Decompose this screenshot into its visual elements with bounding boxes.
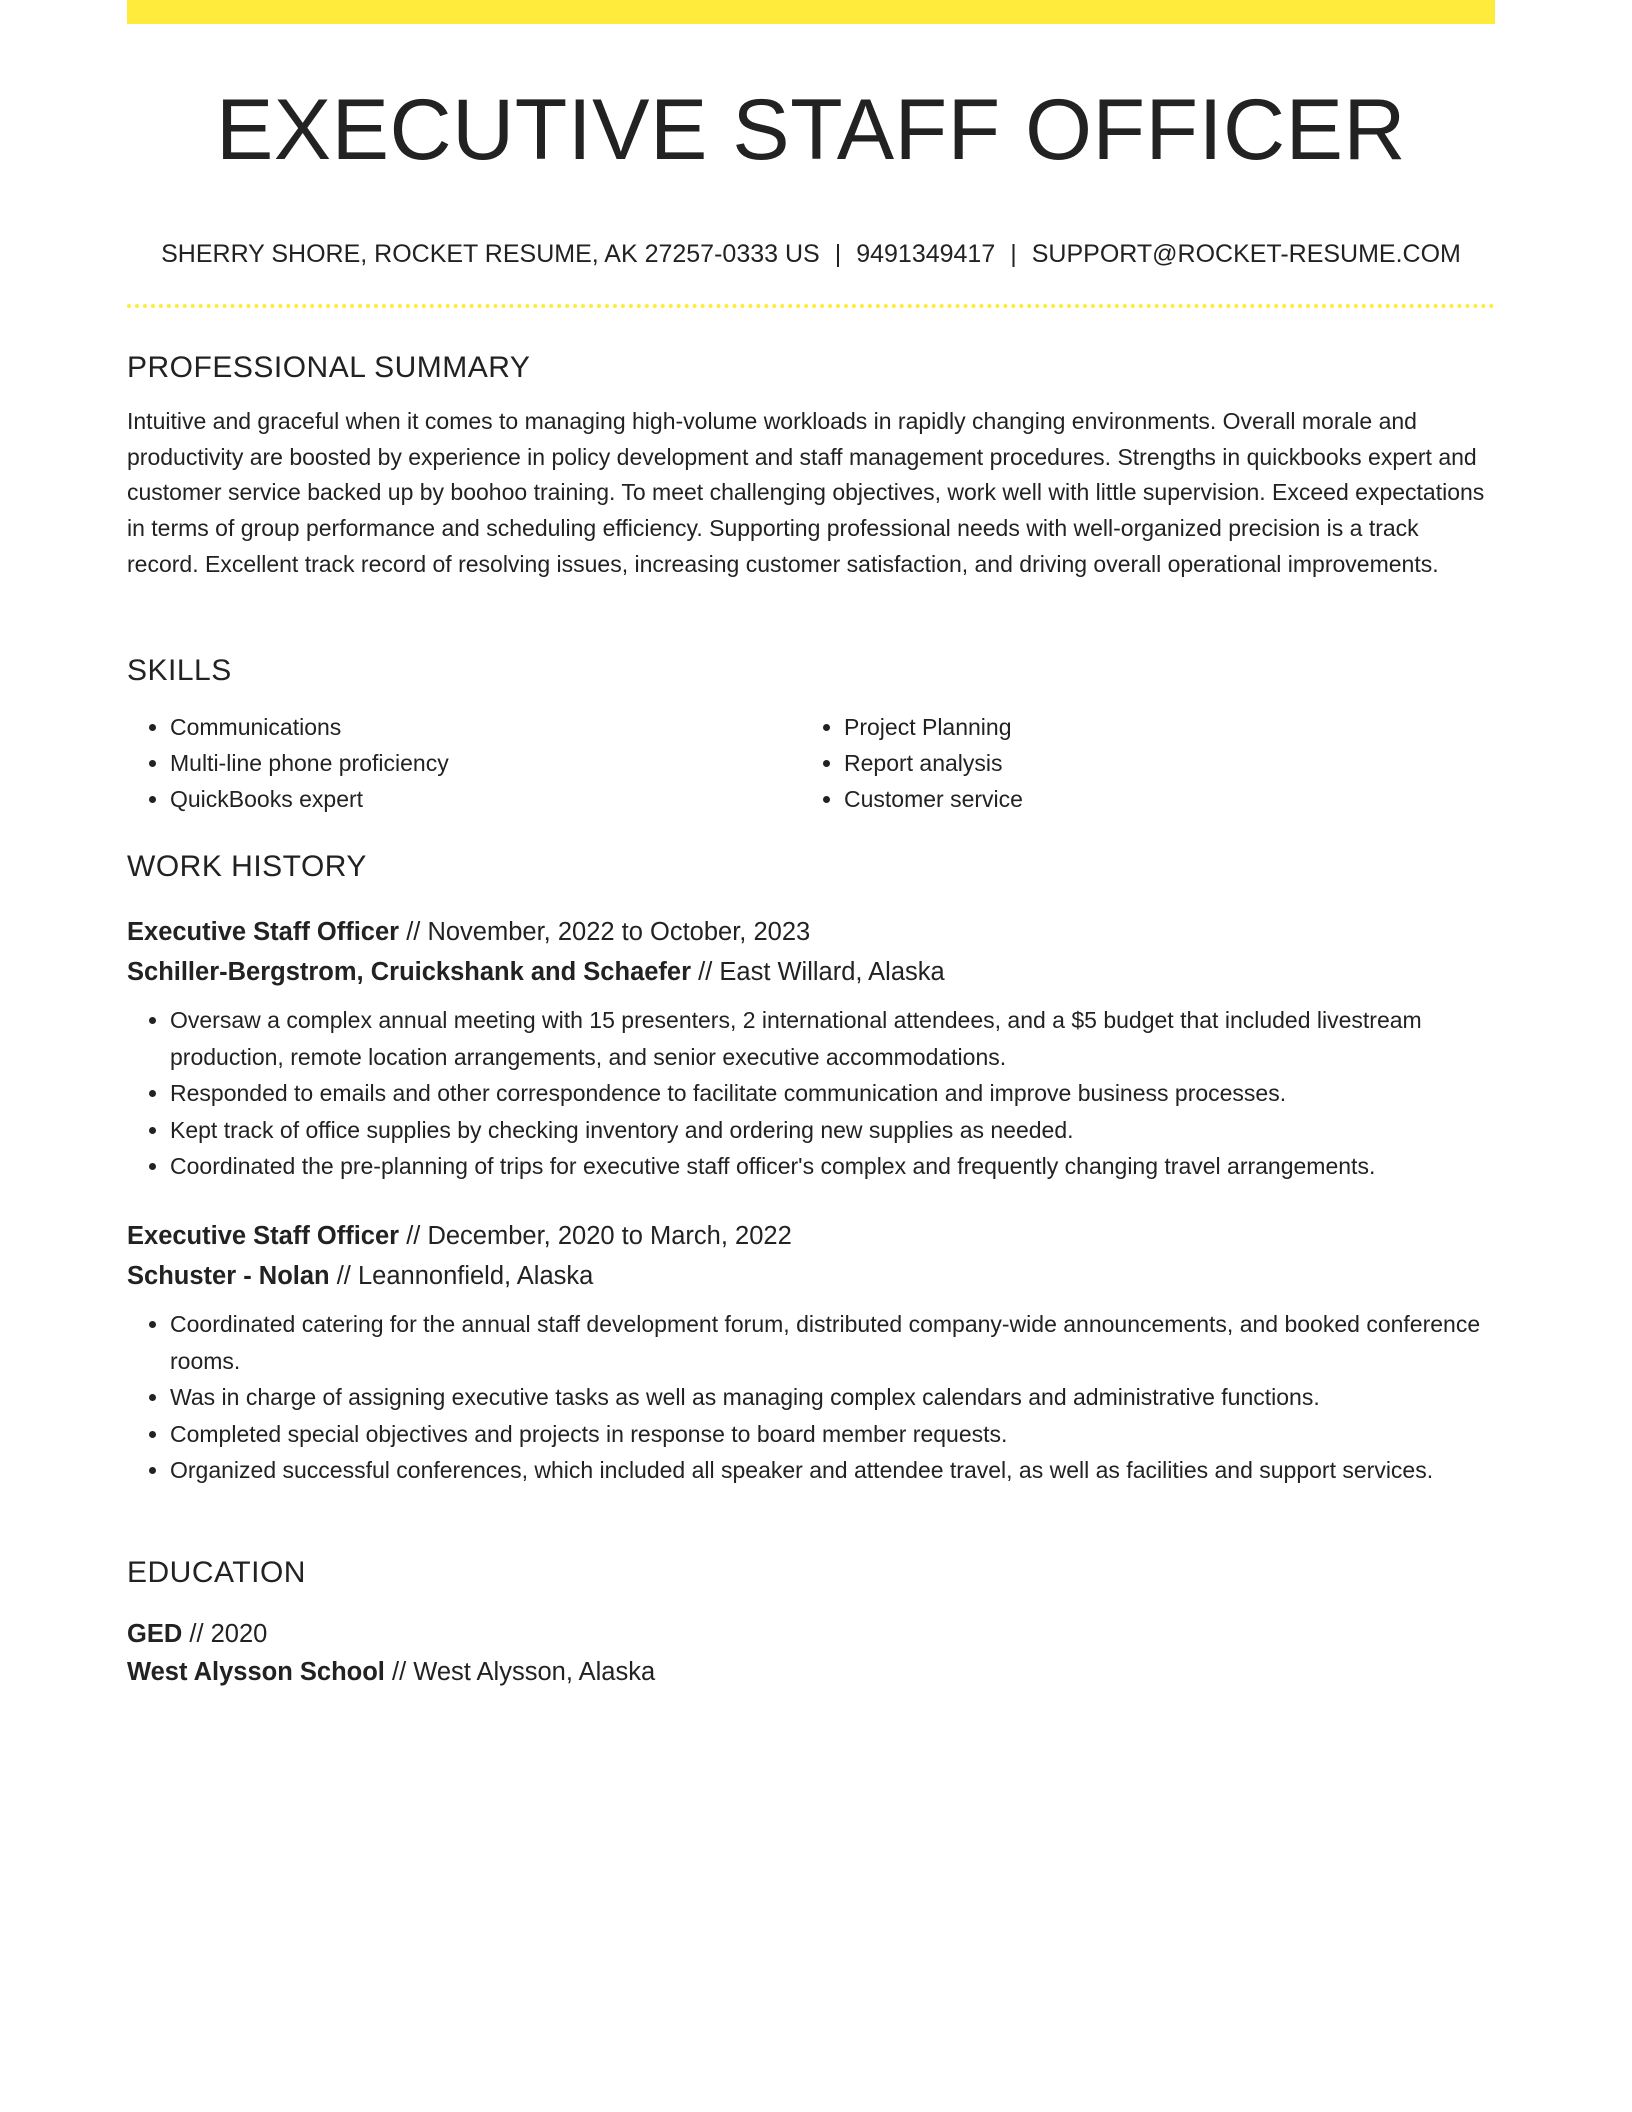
job-title-line [127,912,1495,952]
education-heading: EDUCATION [127,1556,306,1589]
skill-item: • Customer service [844,781,1475,817]
education-location: // West Alysson, Alaska [391,1658,656,1686]
job-location: // East Willard, Alaska [698,958,945,986]
contact-email: SUPPORT@ROCKET-RESUME.COM [1031,240,1461,268]
education-degree-line [127,1615,1495,1653]
education-school: West Alysson School [127,1658,385,1686]
job-dates: // November, 2022 to October, 2023 [406,918,811,946]
job-role: Executive Staff Officer [127,918,400,946]
job-company-line [127,1256,1495,1296]
summary-heading: PROFESSIONAL SUMMARY [127,351,531,384]
resume-title: EXECUTIVE STAFF OFFICER [215,82,1407,178]
accent-top-bar [127,0,1495,24]
job-dates: // December, 2020 to March, 2022 [406,1222,792,1250]
skills-list-left [127,709,801,817]
education-section [127,1553,1495,1691]
job-bullets [127,1306,1495,1489]
education-year: // 2020 [189,1620,268,1648]
skills-list-right [801,709,1475,817]
job-bullet: • Oversaw a complex annual meeting with 15 presenters, 2 international attendees, and a $5 budget that included livestream production, remote location arrangements, and senior executive accommodations. [170,1002,1495,1075]
job-entry [127,912,1495,1185]
skill-item: • Report analysis [844,745,1475,781]
contact-separator: | [1010,240,1017,268]
job-company: Schiller-Bergstrom, Cruickshank and Schaefer [127,958,692,986]
skill-item: • Project Planning [844,709,1475,745]
job-company-line [127,952,1495,992]
skills-heading: SKILLS [127,654,232,687]
summary-section [127,348,1495,583]
job-bullet: • Kept track of office supplies by checking inventory and ordering new supplies as needed. [170,1112,1495,1149]
job-bullet: • Coordinated the pre-planning of trips for executive staff officer's complex and frequently changing travel arrangements. [170,1148,1495,1185]
contact-address: SHERRY SHORE, ROCKET RESUME, AK 27257-0333 US [161,240,820,268]
job-bullets [127,1002,1495,1185]
job-title-line [127,1216,1495,1256]
dotted-divider [127,304,1495,308]
work-history-section [127,847,1495,887]
job-role: Executive Staff Officer [127,1222,400,1250]
work-history-heading: WORK HISTORY [127,850,367,883]
job-company: Schuster - Nolan [127,1262,330,1290]
skill-item: • Communications [170,709,801,745]
job-bullet: • Was in charge of assigning executive tasks as well as managing complex calendars and administrative functions. [170,1379,1495,1416]
job-entry [127,1216,1495,1489]
job-bullet: • Organized successful conferences, which included all speaker and attendee travel, as well as facilities and support services. [170,1452,1495,1489]
skill-item: • Multi-line phone proficiency [170,745,801,781]
education-degree: GED [127,1620,183,1648]
job-bullet: • Completed special objectives and projects in response to board member requests. [170,1416,1495,1453]
contact-separator: | [834,240,842,268]
contact-phone: 9491349417 [856,240,996,268]
education-school-line [127,1653,1495,1691]
job-location: // Leannonfield, Alaska [336,1262,594,1290]
summary-text: Intuitive and graceful when it comes to managing high-volume workloads in rapidly changing environments. Overall morale and productivity are boosted by experience in policy development and staff management procedures. Strengths in quickbooks expert and customer service backed up by boohoo training. To meet challenging objectives, work well with little supervision. Exceed expectations in terms of group performance and scheduling efficiency. Supporting professional needs with well-organized precision is a track record. Excellent track record of resolving issues, increasing customer satisfaction, and driving overall operational improvements. [127,408,1485,577]
skill-item: • QuickBooks expert [170,781,801,817]
job-bullet: • Responded to emails and other correspondence to facilitate communication and improve business processes. [170,1075,1495,1112]
skills-section [127,651,1495,817]
contact-line [127,236,1495,272]
education-entry [127,1615,1495,1691]
job-bullet: • Coordinated catering for the annual staff development forum, distributed company-wide announcements, and booked conference rooms. [170,1306,1495,1379]
skills-columns [127,709,1495,817]
